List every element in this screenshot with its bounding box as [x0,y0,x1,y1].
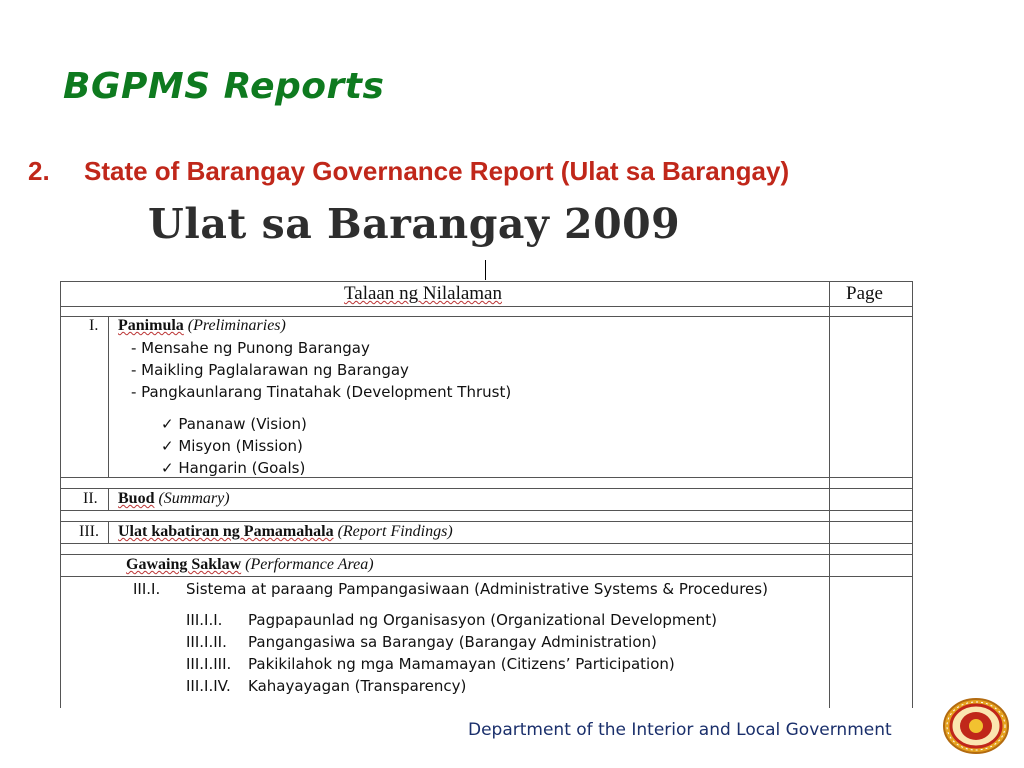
section-1-item: - Maikling Paglalarawan ng Barangay [131,361,409,379]
roman-column-divider [108,316,109,477]
row-divider [61,306,912,307]
section-1-check-item: ✓ Misyon (Mission) [161,437,303,455]
roman-column-divider [108,488,109,510]
section-1-check-item: ✓ Pananaw (Vision) [161,415,307,433]
toc-header-page: Page [846,283,883,304]
row-divider [61,477,912,478]
toc-header-title: Talaan ng Nilalaman [344,283,502,304]
dilg-seal-icon [942,697,1010,755]
row-divider [61,554,912,555]
checkmark-icon: ✓ [161,459,179,477]
row-divider [61,510,912,511]
section-1-item: - Pangkaunlarang Tinatahak (Development Thrust) [131,383,512,401]
subtitle-text: State of Barangay Governance Report (Ulat sa Barangay) [84,156,790,186]
subsection-item: III.I.II. Pangangasiwa sa Barangay (Barangay Administration) [186,633,657,651]
row-divider [61,576,912,577]
section-1-label: Panimula (Preliminaries) [118,317,286,334]
performance-area-label: Gawaing Saklaw (Performance Area) [126,556,374,573]
table-of-contents [60,281,913,708]
section-2-roman: II. [83,490,98,507]
section-1-item: - Mensahe ng Punong Barangay [131,339,370,357]
subsection-label: Sistema at paraang Pampangasiwaan (Administrative Systems & Procedures) [186,580,768,598]
row-divider [61,543,912,544]
subsection-item: III.I.I. Pagpapaunlad ng Organisasyon (Organizational Development) [186,611,717,629]
section-2-label: Buod (Summary) [118,490,230,507]
section-1-check-item: ✓ Hangarin (Goals) [161,459,306,477]
page-column-divider [829,282,830,708]
checkmark-icon: ✓ [161,415,179,433]
section-3-roman: III. [79,523,99,540]
row-divider [61,521,912,522]
roman-column-divider [108,521,109,543]
section-1-roman: I. [89,317,99,334]
slide-subtitle [28,156,789,187]
row-divider [61,488,912,489]
document-heading: Ulat sa Barangay 2009 [148,200,681,248]
section-3-label: Ulat kabatiran ng Pamamahala (Report Findings) [118,523,453,540]
checkmark-icon: ✓ [161,437,179,455]
subsection-code: III.I. [133,580,161,598]
subsection-item: III.I.IV. Kahayayagan (Transparency) [186,677,467,695]
slide-title: BGPMS Reports [63,66,385,107]
subsection-item: III.I.III. Pakikilahok ng mga Mamamayan (Citizens’ Participation) [186,655,675,673]
footer-agency-name: Department of the Interior and Local Government [468,720,892,740]
text-cursor [485,260,486,280]
subtitle-number: 2. [28,156,50,186]
